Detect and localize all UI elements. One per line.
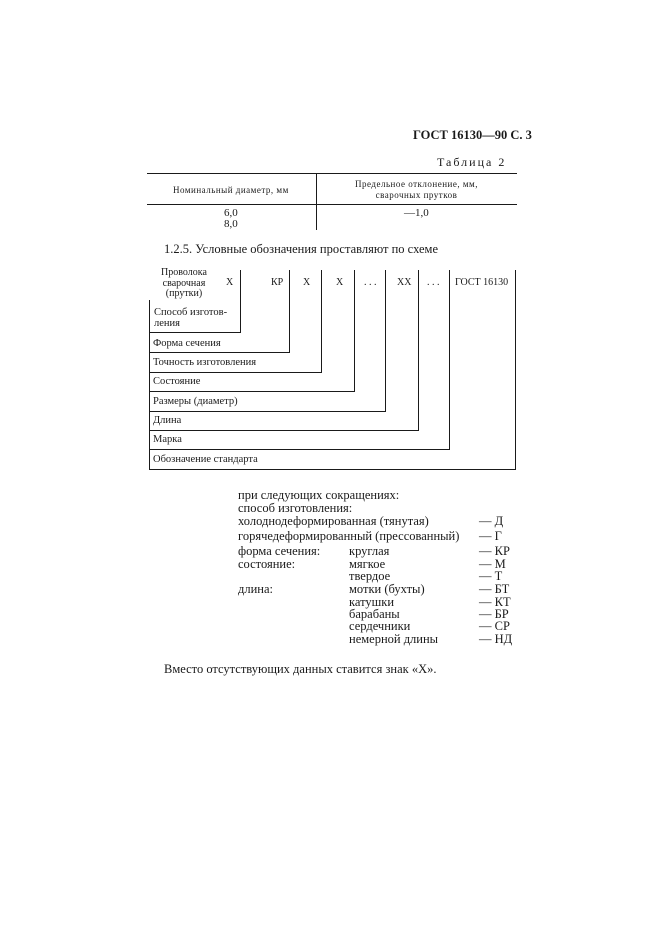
token-size-dots: . . .	[364, 277, 377, 288]
rule-method	[149, 332, 241, 333]
label-size: Размеры (диаметр)	[153, 396, 238, 407]
token-method: Х	[226, 277, 234, 288]
label-section: Форма сечения	[153, 338, 221, 349]
label-accuracy: Точность изготовления	[153, 357, 257, 368]
abbrev-row-name: горячедеформированный (прессованный)	[238, 529, 460, 543]
token-length: ХХ	[397, 277, 412, 288]
table-top-rule	[147, 173, 517, 174]
abbrev-row-code: — КР	[479, 544, 510, 558]
abbrev-row-name: катушки	[349, 595, 395, 609]
token-grade-dots: . . .	[427, 277, 440, 288]
abbrev-row-name: круглая	[349, 544, 390, 558]
rule-standard	[149, 469, 516, 470]
product-line-1: Проволока	[161, 267, 207, 278]
scheme-product-name	[150, 268, 218, 300]
abbrev-row-category: форма сечения:	[238, 544, 321, 558]
rule-accuracy	[149, 372, 322, 373]
cell-deviation: —1,0	[404, 207, 429, 219]
cell-diameter-2: 8,0	[224, 218, 238, 230]
cell-diameter-1: 6,0	[224, 207, 238, 219]
abbrev-row-code: — Д	[479, 514, 504, 528]
abbrev-row-category: состояние:	[238, 557, 296, 571]
abbrev-row-code: — БР	[479, 607, 509, 621]
rule-size	[149, 411, 386, 412]
abbrev-row-code: — КТ	[479, 595, 511, 609]
leader-section	[289, 270, 290, 352]
label-state: Состояние	[153, 376, 201, 387]
leader-accuracy	[321, 270, 322, 372]
abbrev-row-code: — НД	[479, 632, 513, 646]
leader-method	[240, 270, 241, 332]
clause-1-2-5: 1.2.5. Условные обозначения проставляют по схеме	[164, 242, 439, 256]
label-method-1: Способ изготов-	[154, 307, 228, 318]
column-header-deviation: Предельное отклонение, мм, сварочных прутков	[355, 179, 478, 200]
rule-grade	[149, 449, 450, 450]
token-accuracy: Х	[303, 277, 311, 288]
product-line-3: (прутки)	[165, 288, 203, 299]
leader-standard	[515, 270, 516, 469]
abbrev-row-name: твердое	[349, 569, 391, 583]
abbrev-row-code: — М	[479, 557, 506, 571]
abbrev-row-code: — БТ	[479, 582, 510, 596]
leader-grade	[449, 270, 450, 449]
label-length: Длина	[153, 415, 182, 426]
abbrev-row-name: мягкое	[349, 557, 386, 571]
product-line-2: сварочная	[162, 277, 206, 289]
abbrev-row-name: барабаны	[349, 607, 400, 621]
abbrev-intro: при следующих сокращениях:	[238, 488, 400, 502]
label-method-2: ления	[154, 318, 180, 329]
label-standard: Обозначение стандарта	[153, 454, 258, 465]
token-standard: ГОСТ 16130	[455, 277, 509, 288]
rule-state	[149, 391, 355, 392]
rule-section	[149, 352, 290, 353]
footer-note: Вместо отсутствующих данных ставится знак «Х».	[164, 662, 437, 676]
page-header: ГОСТ 16130—90 С. 3	[413, 128, 532, 142]
abbrev-method-title: способ изготовления:	[238, 501, 353, 515]
abbrev-row-category: длина:	[238, 582, 273, 596]
leader-size	[385, 270, 386, 411]
abbrev-row-name: немерной длины	[349, 632, 439, 646]
abbrev-row-code: — Г	[479, 529, 502, 543]
column-header-diameter: Номинальный диаметр, мм	[173, 185, 289, 195]
table-header-rule	[147, 204, 517, 205]
abbrev-row-code: — Т	[479, 569, 503, 583]
leader-length	[418, 270, 419, 430]
abbrev-row-code: — СР	[479, 619, 510, 633]
scheme-left-rule	[149, 300, 150, 469]
rule-length	[149, 430, 419, 431]
abbrev-row-name: холоднодеформированная (тянутая)	[238, 514, 429, 528]
abbrev-row-name: мотки (бухты)	[349, 582, 425, 596]
leader-state	[354, 270, 355, 391]
token-state: Х	[336, 277, 344, 288]
token-section: КР	[271, 277, 284, 288]
abbrev-row-name: сердечники	[349, 619, 411, 633]
label-grade: Марка	[153, 434, 182, 445]
table-label: Таблица 2	[437, 155, 507, 169]
